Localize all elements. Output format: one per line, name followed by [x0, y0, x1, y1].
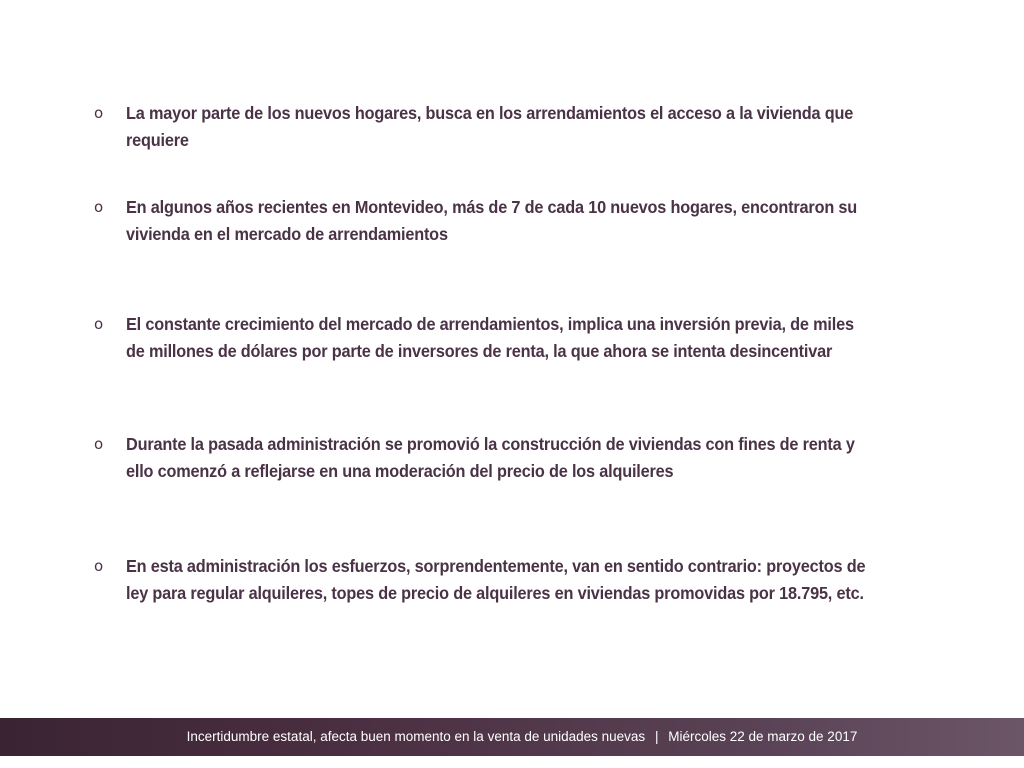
- bullet-text: El constante crecimiento del mercado de arrendamientos, implica una inversión previa, de miles de millones de dólares por parte de inversores de renta, la que ahora se intenta desincentivar: [126, 314, 854, 361]
- footer-bar: [0, 718, 1024, 756]
- footer-date: Miércoles 22 de marzo de 2017: [668, 729, 858, 744]
- bullet-text: La mayor parte de los nuevos hogares, busca en los arrendamientos el acceso a la vivienda que requiere: [126, 103, 854, 150]
- footer-headline: Incertidumbre estatal, afecta buen momento en la venta de unidades nuevas: [186, 729, 646, 744]
- bullet-marker: o: [94, 315, 104, 333]
- bullet-text: En esta administración los esfuerzos, sorprendentemente, van en sentido contrario: proyectos de ley para regular alquileres, topes de precio de alquileres en viviendas promovidas por 18.795, etc.: [126, 556, 866, 603]
- bullet-marker: o: [94, 557, 104, 575]
- bullet-item: [94, 431, 924, 485]
- bullet-item: [94, 311, 924, 365]
- footer-caption: [0, 718, 1024, 756]
- bullet-item: [94, 194, 924, 248]
- bullet-item: [94, 100, 924, 154]
- bullet-marker: o: [94, 198, 104, 216]
- bullet-text: Durante la pasada administración se promovió la construcción de viviendas con fines de renta y ello comenzó a reflejarse en una moderación del precio de los alquileres: [126, 434, 855, 481]
- bullet-item: [94, 553, 924, 607]
- footer-separator: |: [654, 729, 659, 744]
- bullet-marker: o: [94, 435, 104, 453]
- bullet-text: En algunos años recientes en Montevideo, más de 7 de cada 10 nuevos hogares, encontraron su vivienda en el mercado de arrendamientos: [126, 197, 858, 244]
- bullet-marker: o: [94, 104, 104, 122]
